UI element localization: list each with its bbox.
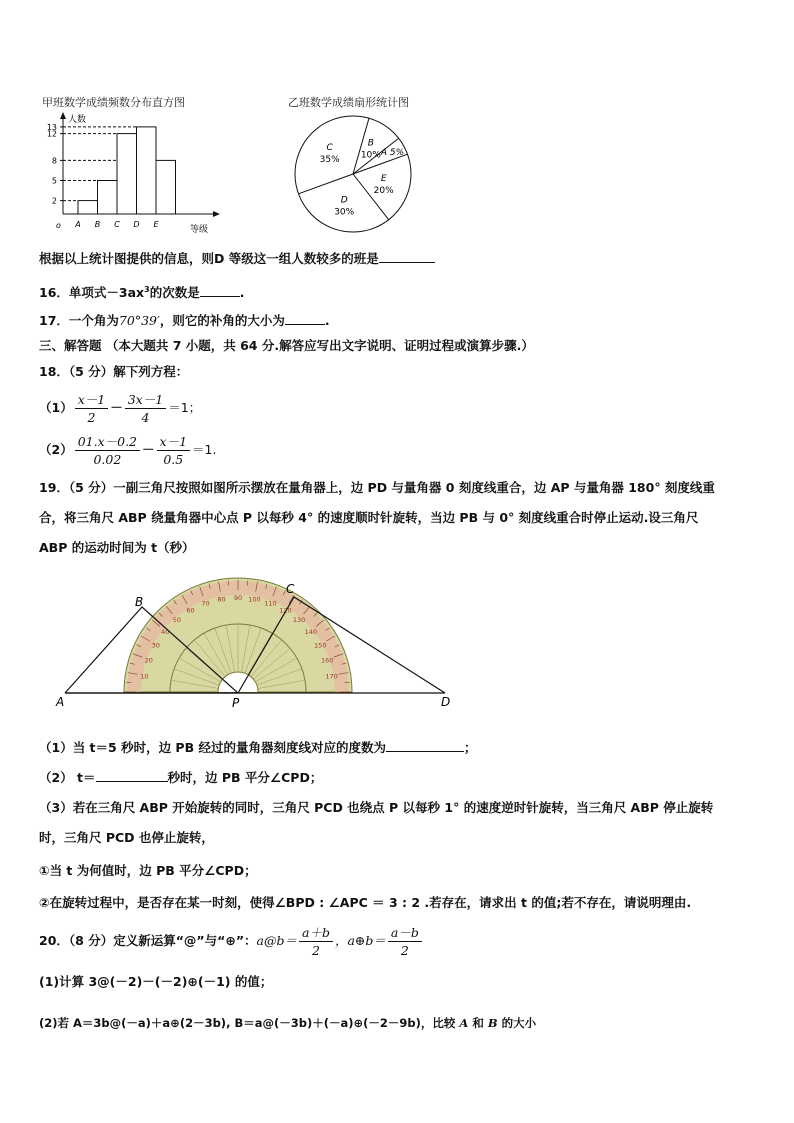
q20-def1: a@b＝ [256,933,297,948]
y-axis-label: 人数 [68,115,87,125]
q16-end: . [239,285,245,301]
x-category-label: C [114,220,120,229]
origin-label: o [56,221,61,230]
histogram-caption: 甲班数学成绩频数分布直方图 [42,96,185,109]
pie-chart [285,106,435,246]
y-axis-arrow [60,112,66,119]
pie-caption: 乙班数学成绩扇形统计图 [288,96,409,109]
protractor-degree-label: 110 [264,599,277,608]
q20-def2-frac: $\frac{a-b}{2}$ [388,924,422,959]
q19-sub3-b: ②在旋转过程中，是否存在某一时刻，使得∠BPD : ∠APC ＝ 3 : 2 .若存在，请求出 t 的值;若不存在，请说明理由. [39,895,692,910]
q20-def2: ，a⊕b＝ [334,933,386,948]
protractor-degree-label: 50 [172,616,182,625]
q19-sub3-a: ①当 t 为何值时，边 PB 平分∠CPD； [39,863,257,878]
protractor-degree-label: 20 [144,656,153,665]
q15-text [39,249,435,268]
q16-answer-blank[interactable] [200,283,240,297]
label-A: A [56,695,65,709]
x-category-label: B [94,220,101,229]
x-category-label: E [153,220,159,229]
q20-sub2-B: B [487,1016,498,1030]
q18-eq1-label: （1） [39,400,73,415]
protractor-degree-label: 90 [233,594,243,602]
pie-slice-label: E [380,173,387,184]
pie-slice-label: D [340,195,348,206]
protractor-degree-label: 160 [321,656,334,665]
pie-slice-label: B [367,138,374,149]
protractor-degree-label: 150 [314,641,327,650]
q19-line3: ABP 的运动时间为 t（秒） [39,540,195,555]
q19-sub3-line2: 时，三角尺 PCD 也停止旋转， [39,830,214,845]
q19-sub2-text: （2） t＝ [39,770,96,785]
pie-slice-value: 10% [360,150,381,161]
q19-line1: 19．（5 分）一副三角尺按照如图所示摆放在量角器上，边 PD 与量角器 0 刻度线重合，边 AP 与量角器 180° 刻度线重 [39,480,715,495]
q18-eq2-frac1: $\frac{01.x-0.2}{0.02}$ [75,433,140,468]
q17-number: 17． [39,313,69,328]
q19-sub2 [39,768,322,787]
q19-sub1-end: ； [463,740,477,755]
protractor-degree-label: 170 [325,672,338,681]
q17-end: . [324,313,330,328]
q18-heading: 18．（5 分）解下列方程： [39,364,189,379]
protractor-degree-label: 120 [279,606,292,615]
x-category-label: A [75,220,81,229]
label-B: B [135,595,144,609]
q18-eq1-frac2: $\frac{3x-1}{4}$ [125,391,166,426]
pie-slice-value: 20% [373,185,394,196]
histogram-bar [117,134,137,214]
q18-eq2-frac2: $\frac{x-1}{0.5}$ [157,433,191,468]
protractor-degree-label: 10 [140,672,149,681]
label-P: P [232,696,240,710]
y-tick-label: 5 [51,176,57,186]
q20-sub2-text: (2)若 A＝3b@(－a)＋a⊕(2－3b), B＝a@(－3b)＋(－a)⊕(－2－9b)，比较 [39,1016,460,1030]
q17-angle: 70°39′ [118,313,160,328]
q15-answer-blank[interactable] [379,249,435,263]
y-tick-label: 12 [46,129,57,139]
q20-sub1: (1)计算 3@(－2)－(－2)⊕(－1) 的值； [39,974,273,989]
pie-slice-label: C [326,143,333,154]
q15-question: 根据以上统计图提供的信息，则D 等级这一组人数较多的班是 [39,251,379,266]
protractor-degree-label: 140 [304,627,317,636]
q16-text-post: 的次数是 [149,285,200,301]
q19-sub2-post: 秒时，边 PB 平分∠CPD； [167,770,323,785]
protractor-degree-label: 100 [248,595,261,604]
q17-text: 一个角为 [68,313,119,328]
q18-eq1 [39,389,201,427]
protractor-figure [50,576,470,712]
q19-sub1-blank[interactable] [386,738,464,752]
q20-head-text: 20．（8 分）定义新运算“@”与“⊕”： [39,933,257,948]
protractor-degree-label: 80 [217,595,226,604]
y-tick-label: 8 [51,156,57,166]
label-D: D [441,695,451,709]
q19-sub3-line1: （3）若在三角尺 ABP 开始旋转的同时，三角尺 PCD 也绕点 P 以每秒 1° 的速度逆时针旋转，当三角尺 ABP 停止旋转 [39,800,714,815]
q20-def1-frac: $\frac{a+b}{2}$ [299,924,333,959]
q20-sub2-mid: 和 [468,1016,488,1030]
q17-text-post: ，则它的补角的大小为 [159,313,285,328]
q16-number: 16． [39,285,69,301]
section3-heading: 三、解答题 （本大题共 7 小题，共 64 分.解答应写出文字说明、证明过程或演算步骤.） [39,338,534,353]
pie-slice-label: A 5% [380,148,405,159]
histogram-bar [156,160,176,214]
histogram-bar [98,181,118,215]
protractor-degree-label: 30 [151,641,160,650]
q16 [39,281,244,302]
x-category-label: D [133,220,140,229]
histogram-bar [78,201,98,214]
protractor-degree-label: 130 [292,616,306,625]
q20-sub2-A: A [459,1016,469,1030]
q19-sub2-blank[interactable] [96,768,168,782]
q17-answer-blank[interactable] [285,311,325,325]
q20-sub2-end: 的大小 [497,1016,537,1030]
y-tick-label: 2 [51,196,57,206]
label-C: C [286,582,295,596]
protractor-degree-label: 60 [186,606,195,615]
q18-eq2-label: （2） [39,442,73,457]
q18-eq1-op: － [110,400,123,415]
q16-text: 单项式－3ax [68,285,145,301]
q19-line2: 合，将三角尺 ABP 绕量角器中心点 P 以每秒 4° 的速度顺时针旋转，当边 PB 与 0° 刻度线重合时停止运动.设三角尺 [39,510,699,525]
q20-sub2 [39,1014,536,1032]
x-axis-label: 等级 [190,225,209,235]
pie-slice-value: 30% [334,207,355,218]
q19-sub1-text: （1）当 t＝5 秒时，边 PB 经过的量角器刻度线对应的度数为 [39,740,386,755]
protractor-degree-label: 70 [201,599,210,608]
histogram-chart [30,108,250,238]
q18-eq1-frac1: $\frac{x-1}{2}$ [75,391,109,426]
q18-eq1-rhs: ＝1； [168,400,202,415]
pie-slice-value: 35% [319,155,340,166]
protractor-degree-label: 40 [161,627,170,636]
q20-heading [39,922,424,960]
histogram-bar [137,127,157,214]
q17 [39,311,330,330]
q18-eq2 [39,431,216,469]
q18-eq2-rhs: ＝1. [192,442,217,457]
q18-eq2-op: － [142,442,155,457]
x-axis-arrow [213,211,220,217]
q19-sub1 [39,738,476,757]
q16-exponent: 3 [144,285,150,294]
y-tick-label: 13 [46,122,57,132]
